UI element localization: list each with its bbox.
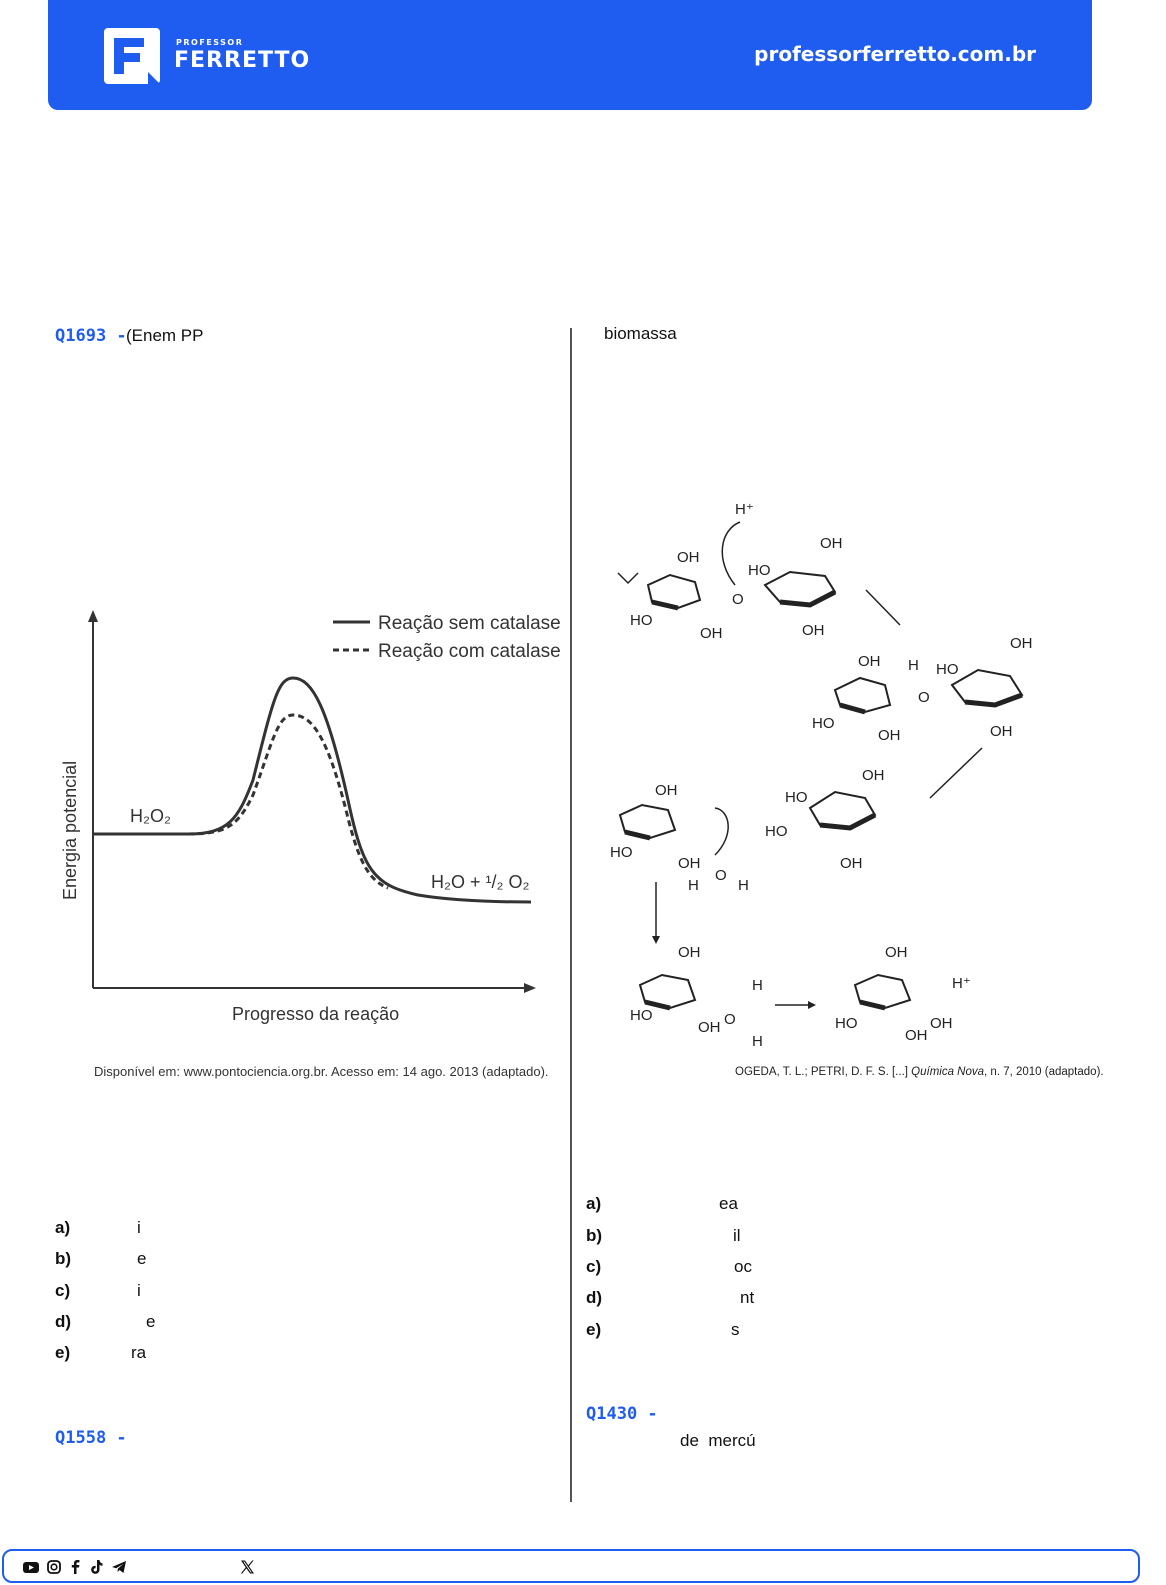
svg-text:H: H	[688, 877, 699, 894]
svg-text:OH: OH	[802, 622, 825, 639]
legend-dashed-label: Reação com catalase	[378, 641, 561, 662]
svg-text:H: H	[752, 977, 763, 994]
reactant-label: H₂O₂	[130, 806, 171, 826]
svg-text:OH: OH	[990, 723, 1013, 740]
figure-source: Disponível em: www.pontociencia.org.br. Acesso em: 14 ago. 2013 (adaptado).	[94, 1064, 549, 1079]
svg-text:HO: HO	[785, 789, 808, 806]
svg-text:HO: HO	[835, 1015, 858, 1032]
energy-diagram	[60, 600, 561, 1090]
x-axis-label: Progresso da reação	[232, 1004, 400, 1024]
svg-text:HO: HO	[630, 1007, 653, 1024]
next-question-id: Q1430 -	[586, 1404, 658, 1424]
svg-text:OH: OH	[678, 855, 701, 872]
svg-text:OH: OH	[1010, 635, 1033, 652]
svg-text:OH: OH	[678, 944, 701, 961]
svg-text:HO: HO	[812, 715, 835, 732]
tiktok-icon[interactable]	[88, 1557, 104, 1577]
svg-text:OH: OH	[930, 1015, 953, 1032]
svg-text:O: O	[918, 689, 930, 706]
next-question-id: Q1558 -	[55, 1428, 127, 1448]
svg-text:OH: OH	[905, 1027, 928, 1044]
label-ho-1: HO	[630, 612, 653, 629]
brand-subtitle: PROFESSOR	[176, 38, 244, 47]
facebook-icon[interactable]	[68, 1557, 82, 1577]
svg-text:O: O	[732, 591, 744, 608]
svg-text:H: H	[752, 1033, 763, 1050]
footer-bar	[2, 1549, 1140, 1583]
svg-text:OH: OH	[698, 1019, 721, 1036]
svg-text:OH: OH	[655, 782, 678, 799]
curve-with-catalase	[188, 715, 388, 888]
y-axis-arrow	[88, 610, 98, 622]
svg-text:OH: OH	[820, 535, 843, 552]
logo-f-icon	[104, 28, 160, 84]
telegram-icon[interactable]	[110, 1557, 128, 1577]
header-banner	[48, 0, 1092, 110]
instagram-icon[interactable]	[46, 1557, 62, 1577]
svg-text:O: O	[724, 1011, 736, 1028]
next-question-text: de mercú	[680, 1431, 756, 1450]
x-axis-arrow	[524, 983, 536, 993]
question-source: (Enem PP	[126, 326, 204, 345]
svg-text:OH: OH	[700, 625, 723, 642]
product-label: H₂O + ¹/₂ O₂	[431, 872, 530, 892]
svg-text:HO: HO	[936, 661, 959, 678]
question-id: Q1693 -	[55, 326, 127, 346]
column-divider	[570, 328, 572, 1502]
svg-text:O: O	[715, 867, 727, 884]
youtube-icon[interactable]	[22, 1557, 40, 1577]
svg-text:HO: HO	[765, 823, 788, 840]
x-icon[interactable]	[238, 1557, 256, 1577]
y-axis-label: Energia potencial	[60, 760, 80, 900]
label-h-plus-2: H⁺	[952, 975, 971, 992]
reaction-scheme	[590, 490, 1104, 1090]
top-text: biomassa	[604, 324, 677, 343]
site-link[interactable]: professorferretto.com.br	[754, 42, 1036, 66]
svg-text:OH: OH	[878, 727, 901, 744]
svg-text:OH: OH	[885, 944, 908, 961]
svg-text:H: H	[908, 657, 919, 674]
scheme-source: OGEDA, T. L.; PETRI, D. F. S. [...] Química Nova, n. 7, 2010 (adaptado).	[735, 1066, 1104, 1078]
svg-text:OH: OH	[858, 653, 881, 670]
svg-text:OH: OH	[862, 767, 885, 784]
reaction-scheme-svg	[590, 490, 1104, 1090]
svg-text:H: H	[738, 877, 749, 894]
label-oh-1: OH	[677, 549, 700, 566]
svg-text:HO: HO	[748, 562, 771, 579]
svg-text:HO: HO	[610, 844, 633, 861]
energy-chart-svg	[60, 600, 561, 1090]
curve-without-catalase	[93, 678, 531, 902]
ferretto-logo[interactable]	[104, 28, 160, 84]
label-h-plus-1: H⁺	[735, 501, 754, 518]
brand-name: FERRETTO	[174, 48, 311, 73]
legend-solid-label: Reação sem catalase	[378, 613, 561, 634]
svg-text:OH: OH	[840, 855, 863, 872]
